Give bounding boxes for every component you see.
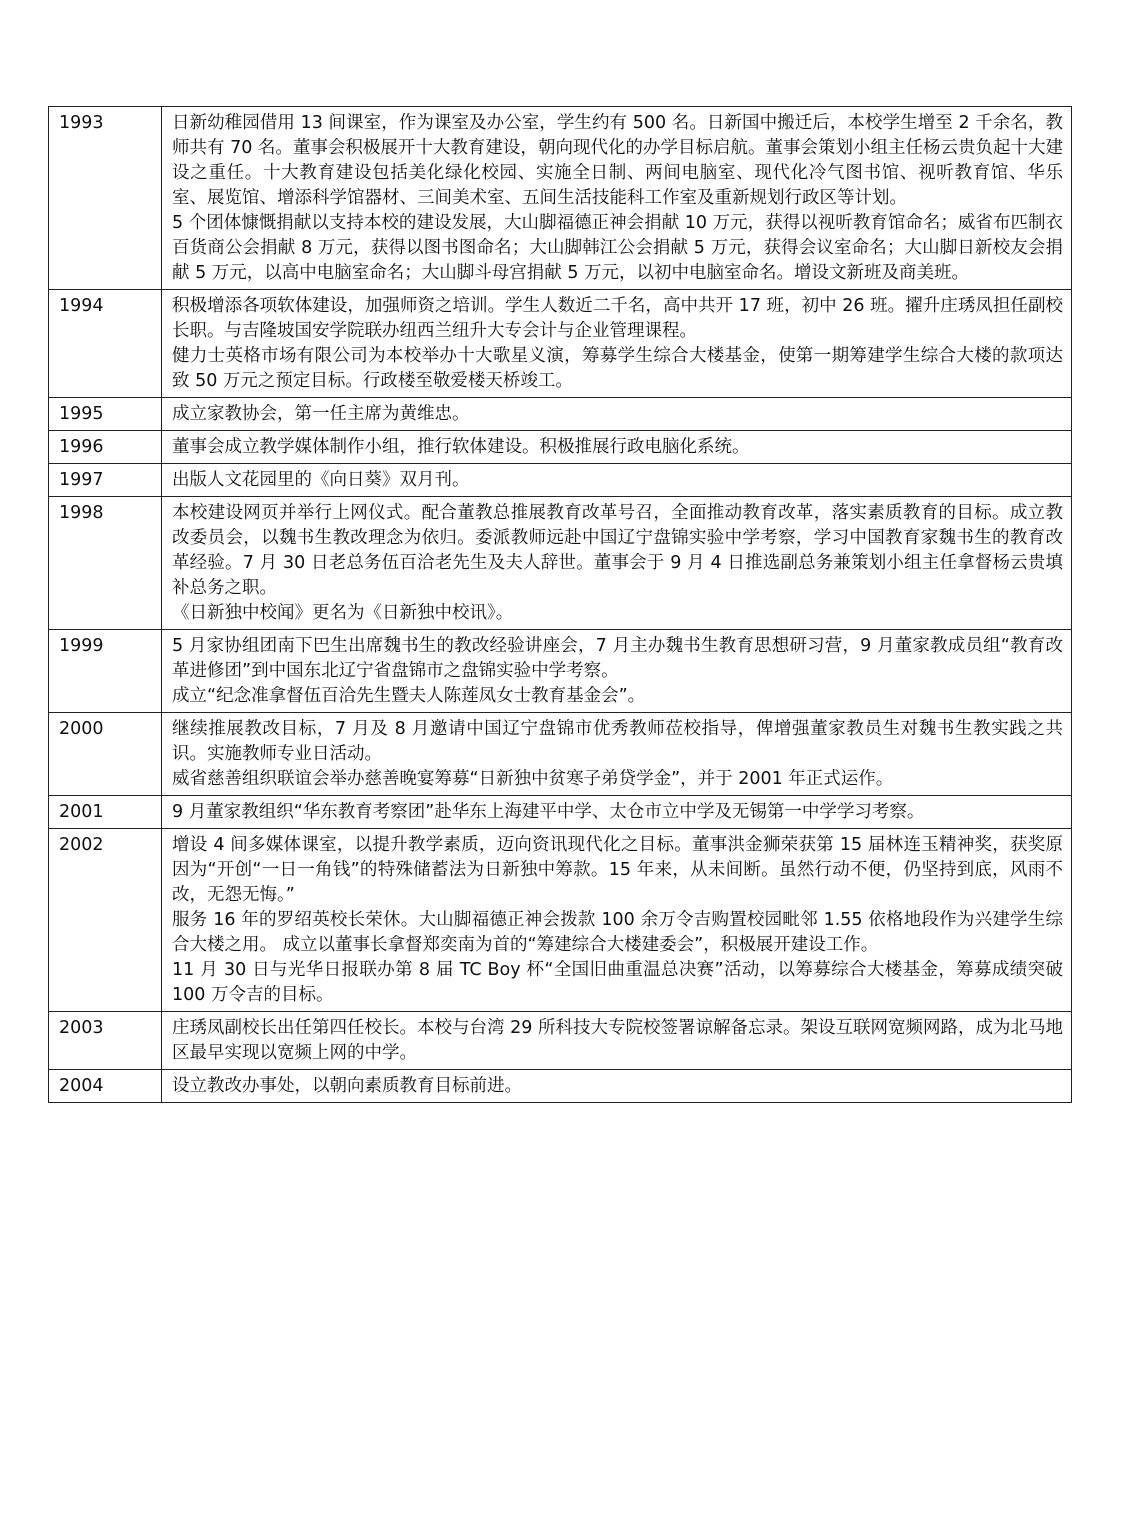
event-paragraph: 11 月 30 日与光华日报联办第 8 届 TC Boy 杯“全国旧曲重温总决赛”活动，以筹募综合大楼基金，筹募成绩突破 100 万令吉的目标。 xyxy=(172,960,1063,1005)
timeline-table xyxy=(48,106,1072,1103)
event-paragraph: 5 个团体慷慨捐献以支持本校的建设发展，大山脚福德正神会捐献 10 万元，获得以视听教育馆命名；威省布匹制衣百货商公会捐献 8 万元，获得以图书图命名；大山脚韩江公会捐献 5 万元，获得会议室命名；大山脚日新校友会捐献 5 万元，以高中电脑室命名；大山脚斗母宫捐献 5 万元，以初中电脑室命名。增设文新班及商美班。 xyxy=(172,213,1063,283)
table-row xyxy=(49,398,1072,431)
event-paragraph: 本校建设网页并举行上网仪式。配合董教总推展教育改革号召，全面推动教育改革，落实素质教育的目标。成立教改委员会，以魏书生教改理念为依归。委派教师远赴中国辽宁盘锦实验中学考察，学习中国教育家魏书生的教育改革经验。7 月 30 日老总务伍百洽老先生及夫人辞世。董事会于 9 月 4 日推选副总务兼策划小组主任拿督杨云贵填补总务之职。 xyxy=(172,503,1063,598)
table-row xyxy=(49,107,1072,290)
event-cell xyxy=(162,398,1072,431)
event-paragraph: 成立家教协会，第一任主席为黄维忠。 xyxy=(172,404,470,424)
event-cell xyxy=(162,290,1072,398)
year-cell: 2003 xyxy=(49,1012,162,1070)
year-cell: 2000 xyxy=(49,713,162,796)
event-cell xyxy=(162,796,1072,829)
document-page xyxy=(48,106,1072,1103)
event-paragraph: 董事会成立教学媒体制作小组，推行软体建设。积极推展行政电脑化系统。 xyxy=(172,437,750,457)
year-cell: 2004 xyxy=(49,1070,162,1103)
table-row xyxy=(49,431,1072,464)
event-cell xyxy=(162,829,1072,1012)
event-paragraph: 增设 4 间多媒体课室，以提升教学素质，迈向资讯现代化之目标。董事洪金狮荣获第 15 届林连玉精神奖，获奖原因为“开创“一日一角钱”的特殊储蓄法为日新独中筹款。15 年来，从未间断。虽然行动不便，仍坚持到底，风雨不改，无怨无悔。” xyxy=(172,835,1063,905)
event-cell xyxy=(162,1070,1072,1103)
year-cell: 1995 xyxy=(49,398,162,431)
event-paragraph: 服务 16 年的罗绍英校长荣休。大山脚福德正神会拨款 100 余万令吉购置校园毗邻 1.55 依格地段作为兴建学生综合大楼之用。 成立以董事长拿督郑奕南为首的“筹建综合大楼建委会”，积极展开建设工作。 xyxy=(172,910,1063,955)
event-cell xyxy=(162,497,1072,630)
event-paragraph: 庄琇凤副校长出任第四任校长。本校与台湾 29 所科技大专院校签署谅解备忘录。架设互联网宽频网路，成为北马地区最早实现以宽频上网的中学。 xyxy=(172,1018,1063,1063)
table-row xyxy=(49,796,1072,829)
table-row xyxy=(49,497,1072,630)
event-cell xyxy=(162,431,1072,464)
event-paragraph: 设立教改办事处，以朝向素质教育目标前进。 xyxy=(172,1076,522,1096)
event-cell xyxy=(162,107,1072,290)
table-row xyxy=(49,464,1072,497)
event-paragraph: 9 月董家教组织“华东教育考察团”赴华东上海建平中学、太仓市立中学及无锡第一中学学习考察。 xyxy=(172,802,925,822)
table-row xyxy=(49,1012,1072,1070)
year-cell: 1999 xyxy=(49,630,162,713)
event-paragraph: 日新幼稚园借用 13 间课室，作为课室及办公室，学生约有 500 名。日新国中搬迁后，本校学生增至 2 千余名，教师共有 70 名。董事会积极展开十大教育建设，朝向现代化的办学目标启航。董事会策划小组主任杨云贵负起十大建设之重任。十大教育建设包括美化绿化校园、实施全日制、两间电脑室、现代化冷气图书馆、视听教育馆、华乐室、展览馆、增添科学馆器材、三间美术室、五间生活技能科工作室及重新规划行政区等计划。 xyxy=(172,113,1063,208)
table-row xyxy=(49,630,1072,713)
event-paragraph: 继续推展教改目标，7 月及 8 月邀请中国辽宁盘锦市优秀教师莅校指导，俾增强董家教员生对魏书生教实践之共识。实施教师专业日活动。 xyxy=(172,719,1063,764)
event-cell xyxy=(162,464,1072,497)
year-cell: 1996 xyxy=(49,431,162,464)
table-row xyxy=(49,1070,1072,1103)
year-cell: 1998 xyxy=(49,497,162,630)
timeline-body xyxy=(49,107,1072,1103)
event-cell xyxy=(162,1012,1072,1070)
year-cell: 1994 xyxy=(49,290,162,398)
year-cell: 2002 xyxy=(49,829,162,1012)
event-cell xyxy=(162,630,1072,713)
event-paragraph: 5 月家协组团南下巴生出席魏书生的教改经验讲座会，7 月主办魏书生教育思想研习营，9 月董家教成员组“教育改革进修团”到中国东北辽宁省盘锦市之盘锦实验中学考察。 xyxy=(172,636,1063,681)
year-cell: 2001 xyxy=(49,796,162,829)
table-row xyxy=(49,713,1072,796)
table-row xyxy=(49,290,1072,398)
table-row xyxy=(49,829,1072,1012)
event-paragraph: 成立“纪念准拿督伍百洽先生暨夫人陈莲凤女士教育基金会”。 xyxy=(172,686,646,706)
event-paragraph: 《日新独中校闻》更名为《日新独中校讯》。 xyxy=(172,603,514,623)
event-paragraph: 积极增添各项软体建设，加强师资之培训。学生人数近二千名，高中共开 17 班，初中 26 班。擢升庄琇凤担任副校长职。与吉隆坡国安学院联办纽西兰纽升大专会计与企业管理课程。 xyxy=(172,296,1063,341)
year-cell: 1997 xyxy=(49,464,162,497)
event-paragraph: 威省慈善组织联谊会举办慈善晚宴筹募“日新独中贫寒子弟贷学金”，并于 2001 年正式运作。 xyxy=(172,769,894,789)
event-cell xyxy=(162,713,1072,796)
event-paragraph: 健力士英格市场有限公司为本校举办十大歌星义演，筹募学生综合大楼基金，使第一期筹建学生综合大楼的款项达致 50 万元之预定目标。行政楼至敬爱楼天桥竣工。 xyxy=(172,346,1063,391)
event-paragraph: 出版人文花园里的《向日葵》双月刊。 xyxy=(172,470,470,490)
year-cell: 1993 xyxy=(49,107,162,290)
